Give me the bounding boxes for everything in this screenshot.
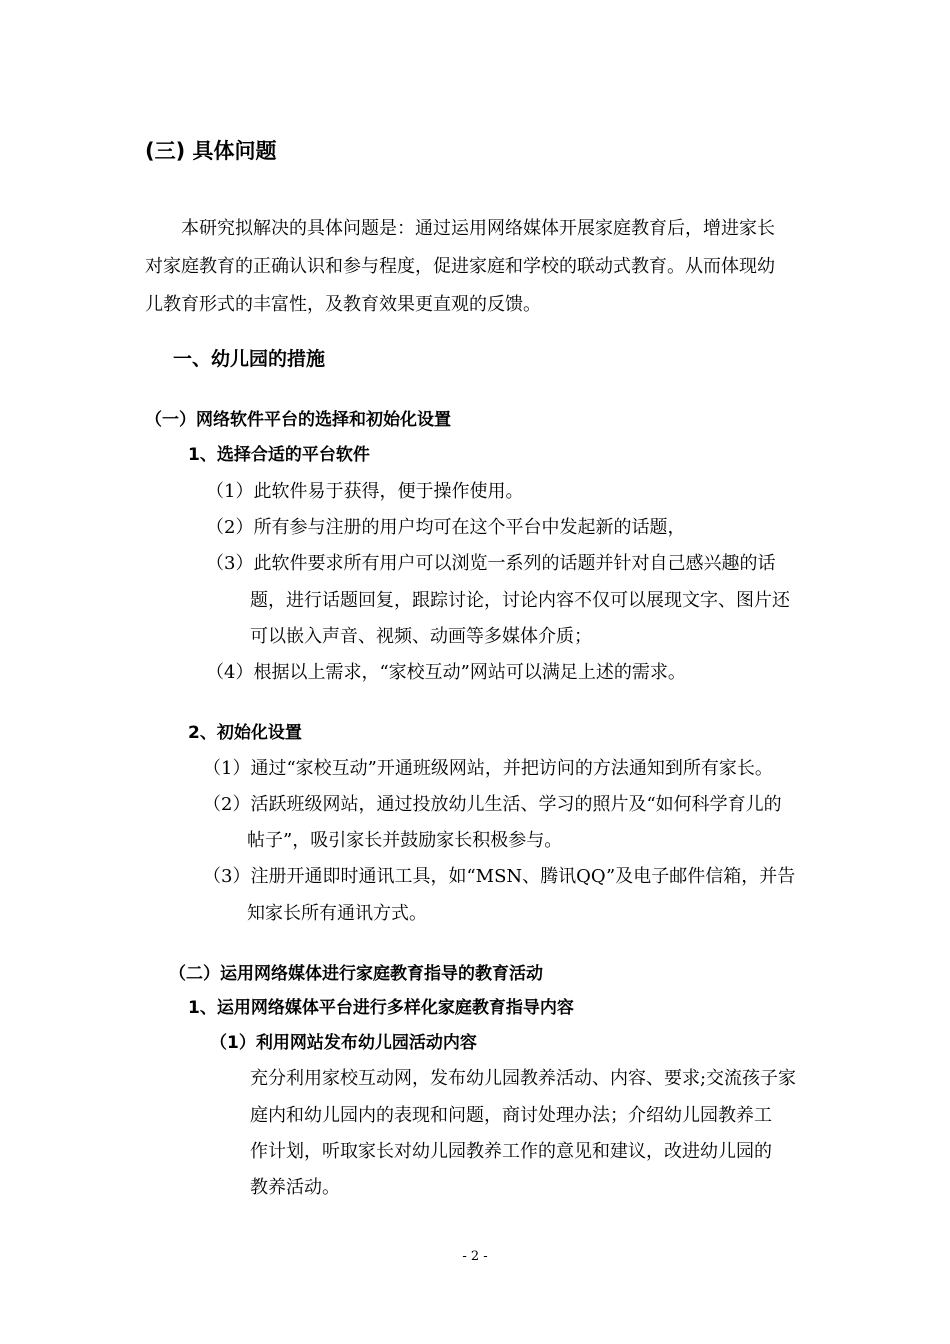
subsection-2-title: （二）运用网络媒体进行家庭教育指导的教育活动 bbox=[169, 964, 543, 984]
item-2-line-4: （3）注册开通即时通讯工具，如“MSN、腾讯QQ”及电子邮件信箱，并告 bbox=[203, 866, 796, 887]
item-2-title: 2、初始化设置 bbox=[188, 723, 302, 743]
item-1-line-1: （1）此软件易于获得，便于操作使用。 bbox=[206, 481, 524, 502]
item-1-title: 1、选择合适的平台软件 bbox=[188, 445, 370, 465]
intro-line-3: 儿教育形式的丰富性，及教育效果更直观的反馈。 bbox=[145, 294, 541, 315]
section-1-title: 一、幼儿园的措施 bbox=[173, 348, 326, 370]
item-1-line-3: （3）此软件要求所有用户可以浏览一系列的话题并针对自己感兴趣的话 bbox=[206, 553, 776, 574]
subitem-1-line-4: 教养活动。 bbox=[250, 1177, 340, 1198]
item-2-line-5: 知家长所有通讯方式。 bbox=[247, 903, 427, 924]
subsection-2-subitem-1-title: （1）利用网站发布幼儿园活动内容 bbox=[210, 1033, 477, 1053]
subsection-2-item-1-title: 1、运用网络媒体平台进行多样化家庭教育指导内容 bbox=[188, 998, 574, 1018]
item-1-line-5: 可以嵌入声音、视频、动画等多媒体介质； bbox=[250, 626, 592, 647]
page-number: - 2 - bbox=[462, 1249, 488, 1264]
section-heading-3: (三) 具体问题 bbox=[145, 139, 277, 163]
item-1-line-2: （2）所有参与注册的用户均可在这个平台中发起新的话题， bbox=[206, 517, 686, 538]
item-1-line-4: 题，进行话题回复，跟踪讨论，讨论内容不仅可以展现文字、图片还 bbox=[250, 590, 790, 611]
subitem-1-line-2: 庭内和幼儿园内的表现和问题，商讨处理办法；介绍幼儿园教养工 bbox=[250, 1105, 772, 1126]
item-2-line-3: 帖子”，吸引家长并鼓励家长积极参与。 bbox=[247, 830, 563, 851]
item-1-line-6: （4）根据以上需求，“家校互动”网站可以满足上述的需求。 bbox=[206, 662, 686, 683]
subitem-1-line-1: 充分利用家校互动网，发布幼儿园教养活动、内容、要求;交流孩子家 bbox=[250, 1068, 797, 1089]
subsection-1-title: （一）网络软件平台的选择和初始化设置 bbox=[145, 410, 451, 430]
intro-line-2: 对家庭教育的正确认识和参与程度，促进家庭和学校的联动式教育。从而体现幼 bbox=[145, 256, 775, 277]
subitem-1-line-3: 作计划，听取家长对幼儿园教养工作的意见和建议，改进幼儿园的 bbox=[250, 1141, 772, 1162]
item-2-line-1: （1）通过“家校互动”开通班级网站，并把访问的方法通知到所有家长。 bbox=[203, 758, 773, 779]
intro-line-1: 本研究拟解决的具体问题是：通过运用网络媒体开展家庭教育后，增进家长 bbox=[181, 218, 775, 239]
item-2-line-2: （2）活跃班级网站，通过投放幼儿生活、学习的照片及“如何科学育儿的 bbox=[203, 794, 782, 815]
